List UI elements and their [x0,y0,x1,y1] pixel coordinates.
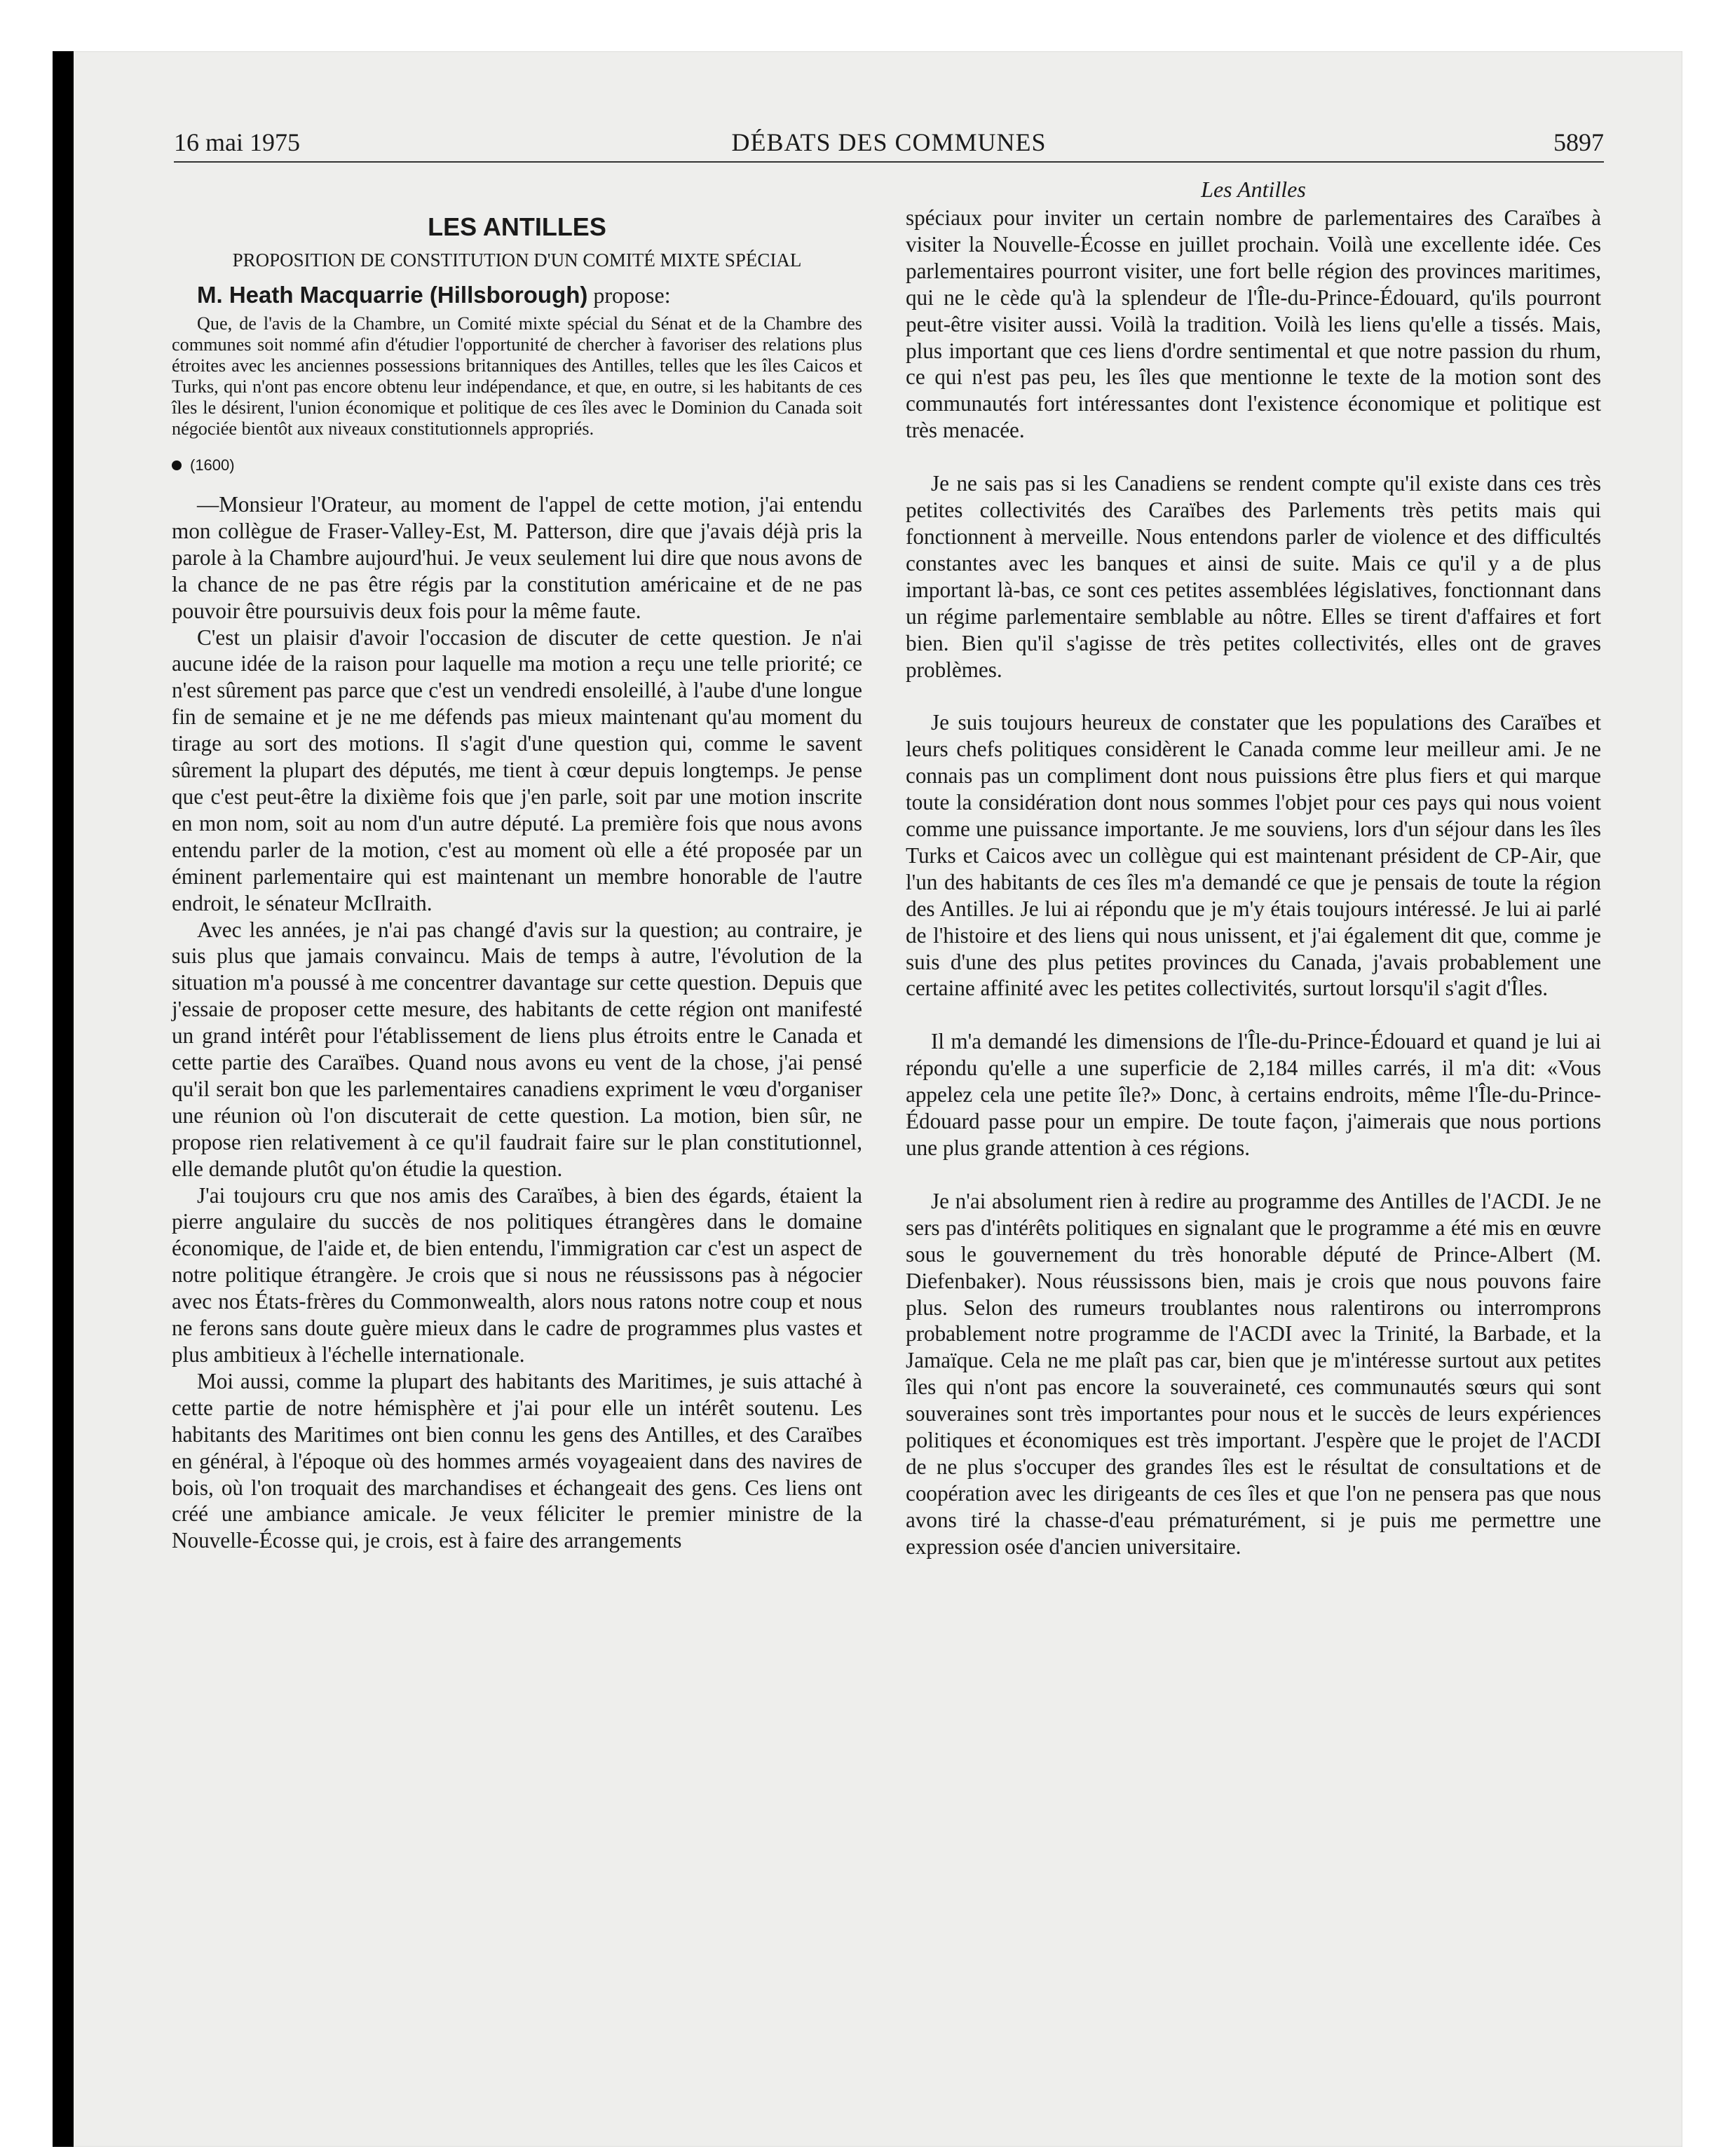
scan-border [53,51,74,2147]
paragraph: Je n'ai absolument rien à redire au programme des Antilles de l'ACDI. Je ne sers pas d'intérêts politiques en signalant que le programme a été mis en œuvre sous le gouvernement du très honorable député de Prince-Albert (M. Diefenbaker). Nous réussissons bien, mais je crois que nous pouvons faire plus. Selon des rumeurs troublantes nous ralentirons ou interromprons probablement notre programme de l'ACDI avec la Trinité, la Barbade, et la Jamaïque. Cela ne me plaît pas car, bien que je m'intéresse surtout aux petites îles qui n'ont pas encore la souveraineté, ces communautés sœurs qui sont souveraines sont très importantes pour nous et le succès de leurs expériences politiques et économiques est très important. J'espère que le projet de l'ACDI de ne plus s'occuper des grandes îles est le résultat de consultations et de coopération avec les dirigeants de ces îles et que l'on ne pensera pas que nous avons tiré la chasse-d'eau prématurément, si je puis me permettre une expression osée d'ancien universitaire. [906,1188,1601,1559]
paragraph: Il m'a demandé les dimensions de l'Île-du-Prince-Édouard et quand je lui ai répondu qu'elle a une superficie de 2,184 milles carrés, il m'a dit: «Vous appelez cela une petite île?» Donc, à certains endroits, même l'Île-du-Prince-Édouard passe pour un empire. De toute façon, j'aimerais que nous portions une plus grande attention à ces régions. [906,1029,1601,1160]
motion-text: Que, de l'avis de la Chambre, un Comité mixte spécial du Sénat et de la Chambre des communes soit nommé afin d'étudier l'opportunité de chercher à favoriser des relations plus étroites avec les anciennes possessions britanniques des Antilles, telles que les îles Caicos et Turks, qui n'ont pas encore obtenu leur indépendance, et que, en outre, si les habitants de ces îles le désirent, l'union économique et politique de ces îles avec le Dominion du Canada soit négociée bientôt aux niveaux constitutionnels appropriés. [172,313,862,439]
section-subheading: PROPOSITION DE CONSTITUTION D'UN COMITÉ MIXTE SPÉCIAL [232,250,802,271]
header-publication: DÉBATS DES COMMUNES [731,128,1047,156]
paragraph: Je suis toujours heureux de constater que les populations des Caraïbes et leurs chefs politiques considèrent le Canada comme leur meilleur ami. Je ne connais pas un compliment dont nous puissions être plus fiers et qui marque toute la considération dont nous sommes l'objet pour ces pays qui nous voient comme une puissance importante. Je me souviens, lors d'un séjour dans les îles Turks et Caicos avec un collègue qui est maintenant président de CP-Air, que l'un des habitants de ces îles m'a demandé ce que je pensais de toute la région des Antilles. Je lui ai répondu que je m'y étais toujours intéressé. Je lui ai parlé de l'histoire et des liens qui nous unissent, et j'ai également dit que, comme je suis d'une des plus petites provinces du Canada, j'avais probablement une certaine affinité avec les petites collectivités, surtout lorsqu'il s'agit d'Îles. [906,710,1601,1001]
paragraph: Avec les années, je n'ai pas changé d'avis sur la question; au contraire, je suis plus que jamais convaincu. Mais de temps à autre, l'évolution de la situation m'a poussé à me concentrer davantage sur cette question. Depuis que j'essaie de proposer cette mesure, des habitants de cette région ont manifesté un grand intérêt pour l'établissement de liens plus étroits entre le Canada et cette partie des Caraïbes. Quand nous avons eu vent de la chose, j'ai pensé qu'il serait bon que les parlementaires canadiens expriment le vœu d'organiser une réunion où l'on discuterait de cette question. La motion, bien sûr, ne propose rien relativement à ce qu'il faudrait faire sur le plan constitutionnel, elle demande plutôt qu'on étudie la question. [172,917,862,1181]
paragraph: spéciaux pour inviter un certain nombre de parlementaires des Caraïbes à visiter la Nouvelle-Écosse en juillet prochain. Voilà une excellente idée. Ces parlementaires pourront visiter, une fort belle région des provinces maritimes, qui ne le cède qu'à la splendeur de l'Île-du-Prince-Édouard, qu'ils pourront peut-être visiter aussi. Voilà la tradition. Voilà les liens qu'elle a tissés. Mais, plus important que ces liens d'ordre sentimental et que notre passion du rhum, ce qui n'est pas peu, les îles que mentionne le texte de la motion sont des communautés fort intéressantes dont l'existence économique et politique est très menacée. [906,205,1601,443]
timestamp [172,455,862,476]
bullet-icon [172,460,182,470]
right-column [906,175,1601,1560]
motion-mover [197,281,862,309]
running-header [174,126,1604,163]
paragraph: —Monsieur l'Orateur, au moment de l'appel de cette motion, j'ai entendu mon collègue de Fraser-Valley-Est, M. Patterson, dire que j'avais déjà pris la parole à la Chambre aujourd'hui. Je veux seulement lui dire que nous avons de la chance de ne pas être régis par la constitution américaine et de ne pas pouvoir être poursuivis deux fois pour la même faute. [172,492,862,623]
paragraph: Je ne sais pas si les Canadiens se rendent compte qu'il existe dans ces très petites collectivités des Caraïbes des Parlements très petits mais qui fonctionnent à merveille. Nous entendons parler de violence et des difficultés constantes avec les banques et ainsi de suite. Mais ce qu'il y a de plus important là-bas, ce sont ces petites assemblées législatives, fonctionnant dans un régime parlementaire semblable au nôtre. Elles se tirent d'affaires et fort bien. Bien qu'il s'agisse de très petites collectivités, elles ont de graves problèmes. [906,471,1601,682]
header-date: 16 mai 1975 [174,128,300,156]
timestamp-text: (1600) [190,456,235,474]
paragraph: C'est un plaisir d'avoir l'occasion de discuter de cette question. Je n'ai aucune idée de la raison pour laquelle ma motion a reçu une telle priorité; ce n'est sûrement pas parce que c'est un vendredi ensoleillé, à l'aube d'une longue fin de semaine et je ne me défends pas mieux maintenant qu'au moment du tirage au sort des motions. Il s'agit d'une question qui, comme le savent sûrement la plupart des députés, me tient à cœur depuis longtemps. Je pense que c'est peut-être la dixième fois que j'en parle, soit par une motion inscrite en mon nom, soit au nom d'un autre député. La première fois que nous avons entendu parler de la motion, c'est au moment où elle a été proposée par un éminent parlementaire qui est maintenant un membre honorable de l'autre endroit, le sénateur McIlraith. [172,625,862,915]
column-section-title: Les Antilles [1201,177,1306,202]
section-heading: LES ANTILLES [428,212,606,241]
header-page-number: 5897 [1553,128,1604,156]
paragraph: Moi aussi, comme la plupart des habitants des Maritimes, je suis attaché à cette partie de notre hémisphère et j'ai pour elle un intérêt soutenu. Les habitants des Maritimes ont bien connu les gens des Antilles, et des Caraïbes en général, à l'époque où des hommes armés voyageaient dans des navires de bois, où l'on troquait des marchandises et échangeait des gens. Ces liens ont créé une ambiance amicale. Je veux féliciter le premier ministre de la Nouvelle-Écosse qui, je crois, est à faire des arrangements [172,1368,862,1553]
motion-text-block [172,313,862,439]
left-column [172,175,862,1554]
mover-verb: propose: [587,282,671,308]
paragraph: J'ai toujours cru que nos amis des Caraïbes, à bien des égards, étaient la pierre angulaire du succès de nos politiques étrangères dans le domaine économique, de l'aide et, de bien entendu, l'immigration car c'est un aspect de notre politique étrangère. Je crois que si nous ne réussissons pas à négocier avec nos États-frères du Commonwealth, alors nous ratons notre coup et nous ne ferons sans doute guère mieux dans le cadre de programmes plus vastes et plus ambitieux à l'échelle internationale. [172,1182,862,1367]
mover-name: M. Heath Macquarrie (Hillsborough) [197,282,588,308]
